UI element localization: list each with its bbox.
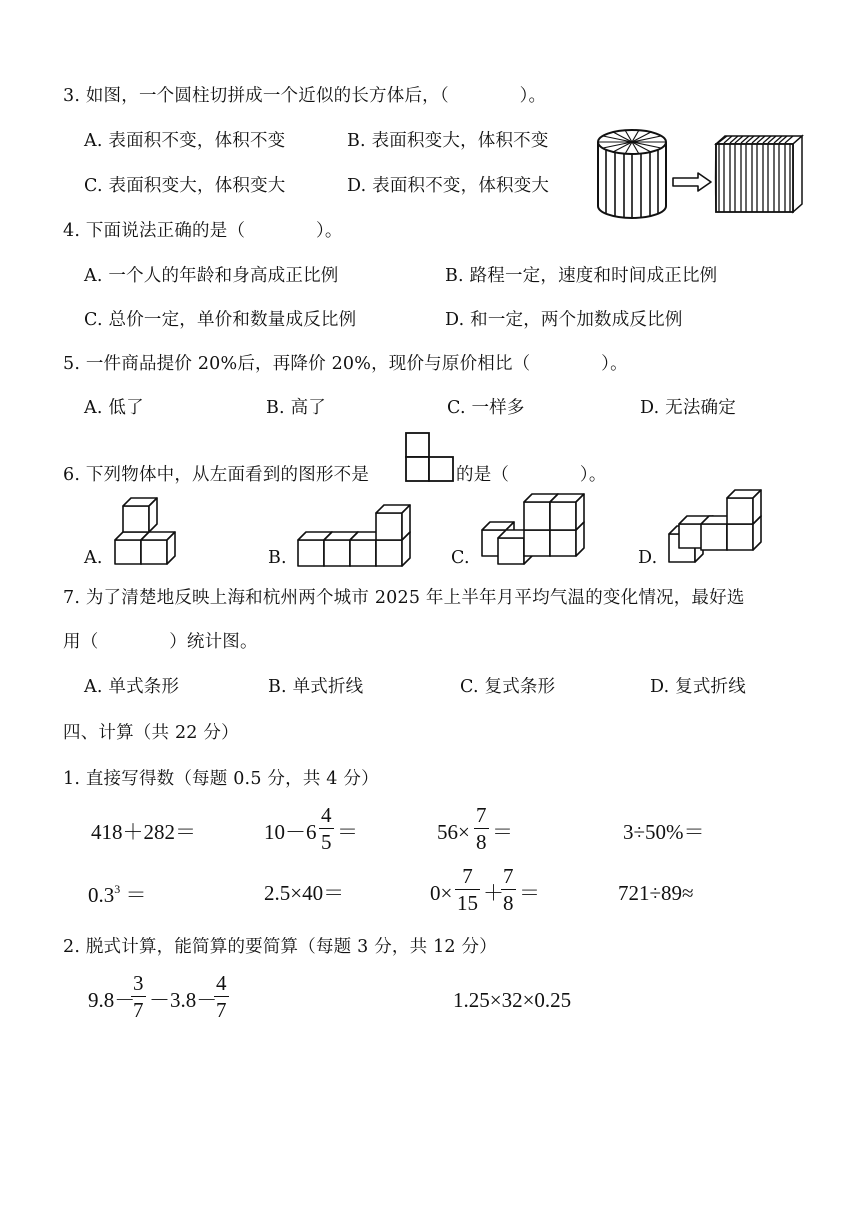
calc-1-expr-7-pre: 0× — [430, 881, 453, 905]
fraction-numerator: 7 — [476, 803, 487, 827]
q6-option-d-cubes-icon — [667, 488, 767, 566]
q6-option-c-cubes-icon — [480, 492, 592, 566]
q3-option-c: C. 表面积变大，体积变大 — [84, 176, 286, 196]
q3-stem: 3. 如图，一个圆柱切拼成一个近似的长方体后，（ ）。 — [63, 86, 547, 106]
cuboid-icon — [713, 128, 805, 218]
q4-option-b: B. 路程一定，速度和时间成正比例 — [445, 266, 718, 286]
calc-1-expr-7-plus: ＋ — [483, 881, 504, 905]
section-4-title: 四、计算（共 22 分） — [63, 723, 239, 743]
calc-1-expr-2-post: ＝ — [337, 820, 358, 844]
q5-option-a: A. 低了 — [84, 398, 144, 418]
q7-option-b: B. 单式折线 — [268, 677, 364, 697]
calc-2-expr-1-fraction-1 — [131, 973, 146, 1021]
calc-1-expr-1: 418＋282＝ — [91, 820, 196, 844]
equals-sign: ＝ — [120, 883, 147, 907]
right-arrow-icon — [672, 172, 712, 192]
q3-option-d: D. 表面积不变，体积变大 — [347, 176, 550, 196]
calc-1-expr-3-fraction — [474, 805, 489, 853]
q6-option-b-cubes-icon — [296, 504, 416, 568]
q6-stem-after: 的是（ ）。 — [456, 465, 607, 485]
q5-option-d: D. 无法确定 — [640, 398, 736, 418]
fraction-denominator: 7 — [216, 998, 227, 1022]
fraction-numerator: 7 — [503, 864, 514, 888]
fraction-denominator: 7 — [133, 998, 144, 1022]
calc-1-expr-7-fraction-1 — [455, 866, 480, 914]
q5-option-c: C. 一样多 — [447, 398, 525, 418]
q6-option-d: D. — [638, 548, 658, 568]
q6-option-a-cubes-icon — [112, 494, 182, 566]
calc-1-expr-7-fraction-2 — [501, 866, 516, 914]
fraction-denominator: 8 — [503, 891, 514, 915]
calc-2-title: 2. 脱式计算，能简算的要简算（每题 3 分，共 12 分） — [63, 937, 497, 957]
fraction-numerator: 4 — [216, 971, 227, 995]
calc-1-expr-8: 721÷89≈ — [618, 881, 694, 905]
q7-option-c: C. 复式条形 — [460, 677, 556, 697]
q7-option-d: D. 复式折线 — [650, 677, 746, 697]
q7-stem-line1: 7. 为了清楚地反映上海和杭州两个城市 2025 年上半年月平均气温的变化情况，最好选 — [63, 588, 745, 608]
q4-option-c: C. 总价一定，单价和数量成反比例 — [84, 310, 357, 330]
q3-option-b: B. 表面积变大，体积不变 — [347, 131, 549, 151]
calc-2-expr-1-a: 9.8－ — [88, 988, 136, 1012]
calc-1-expr-5 — [88, 883, 147, 906]
q6-option-a: A. — [84, 548, 103, 568]
q4-stem: 4. 下面说法正确的是（ ）。 — [63, 221, 343, 241]
calc-2-expr-1-b: －3.8－ — [149, 988, 218, 1012]
calc-1-expr-2-pre: 10－6 — [264, 820, 317, 844]
left-view-shape-icon — [405, 432, 455, 482]
q6-option-b: B. — [268, 548, 287, 568]
fraction-numerator: 7 — [462, 864, 473, 888]
calc-1-expr-3-pre: 56× — [437, 820, 470, 844]
calc-1-expr-3-post: ＝ — [492, 820, 513, 844]
fraction-numerator: 4 — [321, 803, 332, 827]
calc-1-expr-4: 3÷50%＝ — [623, 820, 705, 844]
calc-2-expr-1-fraction-2 — [214, 973, 229, 1021]
calc-2-expr-2: 1.25×32×0.25 — [453, 988, 572, 1012]
q7-option-a: A. 单式条形 — [84, 677, 180, 697]
fraction-denominator: 8 — [476, 830, 487, 854]
fraction-numerator: 3 — [133, 971, 144, 995]
q5-option-b: B. 高了 — [266, 398, 326, 418]
power-base: 0.3 — [88, 883, 115, 907]
q4-option-a: A. 一个人的年龄和身高成正比例 — [84, 266, 339, 286]
calc-1-expr-2-fraction — [319, 805, 334, 853]
q3-option-a: A. 表面积不变，体积不变 — [84, 131, 286, 151]
q7-stem-line2: 用（ ）统计图。 — [63, 632, 258, 652]
q6-stem-before: 6. 下列物体中，从左面看到的图形不是 — [63, 465, 370, 485]
calc-1-title: 1. 直接写得数（每题 0.5 分，共 4 分） — [63, 769, 379, 789]
calc-1-expr-6: 2.5×40＝ — [264, 881, 345, 905]
q5-stem: 5. 一件商品提价 20%后，再降价 20%，现价与原价相比（ ）。 — [63, 354, 628, 374]
fraction-denominator: 15 — [457, 891, 478, 915]
fraction-denominator: 5 — [321, 830, 332, 854]
power-exponent: 3 — [114, 882, 121, 896]
cylinder-icon — [596, 124, 668, 224]
q6-option-c: C. — [451, 548, 470, 568]
calc-1-expr-7-post: ＝ — [519, 881, 540, 905]
q4-option-d: D. 和一定，两个加数成反比例 — [445, 310, 683, 330]
